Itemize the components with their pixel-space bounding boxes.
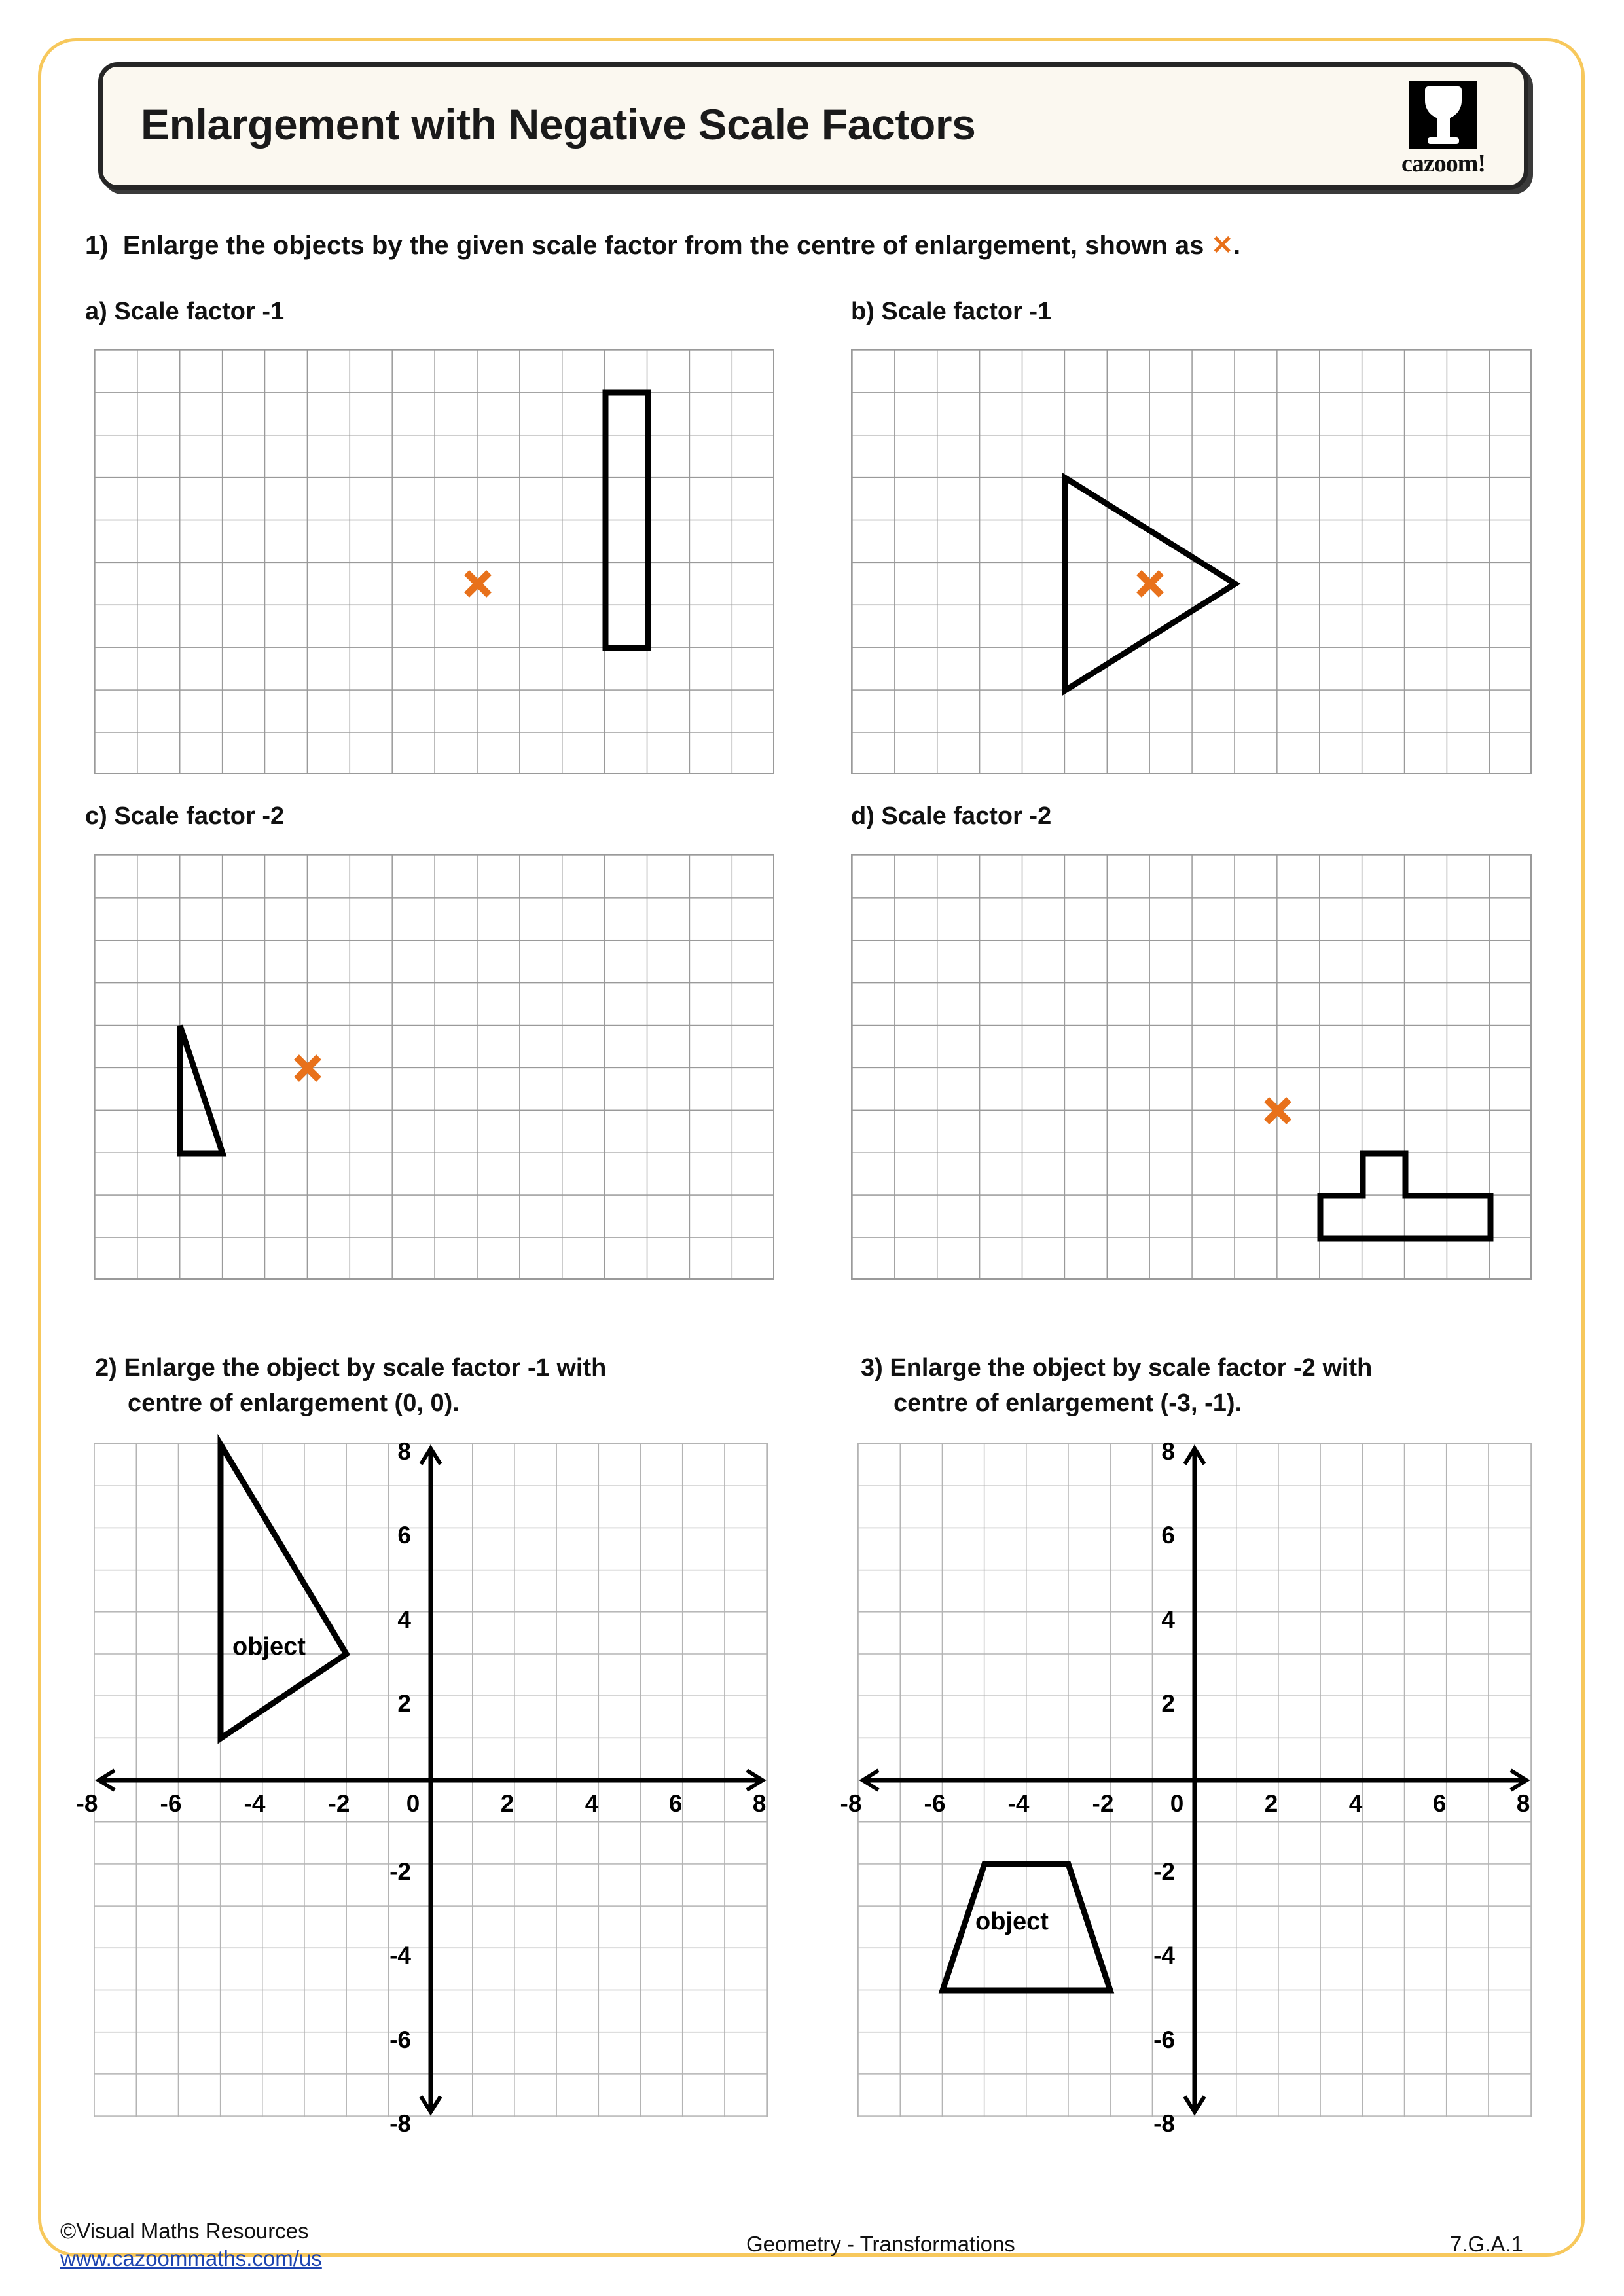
centre-of-enlargement-cross-icon	[1139, 573, 1161, 595]
ytick-4: 4	[1161, 1606, 1175, 1633]
xtick-2: 2	[1264, 1790, 1278, 1817]
question3-text	[861, 1350, 1372, 1421]
footer-topic: Geometry - Transformations	[746, 2232, 1015, 2256]
xtick--8: -8	[840, 1790, 862, 1817]
copyright-text: ©Visual Maths Resources	[60, 2219, 309, 2243]
question1-number: 1)	[85, 231, 109, 260]
grid-d-shapes	[852, 855, 1533, 1281]
ytick-2: 2	[397, 1690, 411, 1717]
ytick-2: 2	[1161, 1690, 1175, 1717]
ytick--2: -2	[1153, 1858, 1175, 1885]
ytick-4: 4	[397, 1606, 411, 1633]
ytick-6: 6	[1161, 1522, 1175, 1549]
xtick--6: -6	[160, 1790, 182, 1817]
xtick-0: 0	[1170, 1790, 1184, 1817]
centre-of-enlargement-cross-icon	[467, 573, 489, 595]
grid-b-shapes	[852, 350, 1533, 776]
xtick--2: -2	[328, 1790, 350, 1817]
ytick--6: -6	[389, 2026, 411, 2053]
cazoom-wordmark: cazoom!	[1401, 150, 1486, 177]
footer-left	[60, 2217, 322, 2272]
part-b-label: b) Scale factor -1	[851, 298, 1052, 325]
ytick-6: 6	[397, 1522, 411, 1549]
plot-q2	[76, 1438, 768, 2196]
ytick-8: 8	[397, 1438, 411, 1465]
grid-a	[94, 349, 774, 774]
plot-q3	[840, 1438, 1532, 2196]
question2-line2: centre of enlargement (0, 0).	[128, 1390, 460, 1417]
cazoom-website-link[interactable]: www.cazoommaths.com/us	[60, 2246, 322, 2270]
axes	[863, 1448, 1526, 2112]
grid-c-shapes	[95, 855, 776, 1281]
xtick-8: 8	[752, 1790, 767, 1817]
xtick-4: 4	[585, 1790, 599, 1817]
xtick--4: -4	[1007, 1790, 1030, 1817]
xtick--8: -8	[76, 1790, 98, 1817]
part-c-label: c) Scale factor -2	[85, 802, 285, 830]
question3-line1: 3) Enlarge the object by scale factor -2 with	[861, 1354, 1373, 1382]
xtick-4: 4	[1348, 1790, 1363, 1817]
goblet-icon	[1409, 81, 1477, 149]
question1-prompt	[85, 230, 1240, 260]
xtick--6: -6	[924, 1790, 946, 1817]
centre-of-enlargement-cross-icon	[297, 1057, 319, 1079]
grid-c	[94, 854, 774, 1280]
footer-standard-code: 7.G.A.1	[1450, 2232, 1523, 2256]
grid-a-shapes	[95, 350, 776, 776]
xtick-8: 8	[1516, 1790, 1530, 1817]
question2-text	[95, 1350, 606, 1421]
ytick--4: -4	[389, 1942, 411, 1969]
right-triangle-shape	[180, 1026, 223, 1153]
object-label-q2: object	[232, 1633, 306, 1660]
grid-b	[851, 349, 1532, 774]
cross-icon: ✕	[1211, 231, 1233, 260]
xtick-0: 0	[406, 1790, 420, 1817]
xtick-2: 2	[500, 1790, 514, 1817]
plot-q2-svg	[94, 1443, 768, 2117]
goblet-foot	[1428, 137, 1459, 144]
centre-of-enlargement-cross-icon	[1267, 1100, 1289, 1122]
ytick--2: -2	[389, 1858, 411, 1885]
ytick--6: -6	[1153, 2026, 1175, 2053]
xtick--4: -4	[244, 1790, 266, 1817]
grid-d	[851, 854, 1532, 1280]
xtick-6: 6	[668, 1790, 683, 1817]
question1-period: .	[1233, 231, 1241, 260]
triangle-object-shape	[221, 1444, 346, 1738]
xtick-6: 6	[1432, 1790, 1447, 1817]
cazoom-logo	[1394, 81, 1492, 181]
question2-line1: 2) Enlarge the object by scale factor -1 with	[95, 1354, 607, 1382]
xtick--2: -2	[1092, 1790, 1114, 1817]
object-label-q3: object	[975, 1908, 1049, 1935]
ytick--8: -8	[1153, 2110, 1175, 2137]
part-a-label: a) Scale factor -1	[85, 298, 285, 325]
question3-line2: centre of enlargement (-3, -1).	[893, 1390, 1242, 1417]
part-d-label: d) Scale factor -2	[851, 802, 1052, 830]
ytick-8: 8	[1161, 1438, 1175, 1465]
question1-text: Enlarge the objects by the given scale factor from the centre of enlargement, shown as	[122, 231, 1204, 260]
page-title: Enlargement with Negative Scale Factors	[141, 100, 976, 149]
title-box	[98, 62, 1528, 190]
axes	[99, 1448, 763, 2112]
rectangle-shape	[605, 393, 648, 648]
ytick--8: -8	[389, 2110, 411, 2137]
ytick--4: -4	[1153, 1942, 1175, 1969]
plot-q3-svg	[857, 1443, 1532, 2117]
t-shape	[1320, 1153, 1490, 1238]
